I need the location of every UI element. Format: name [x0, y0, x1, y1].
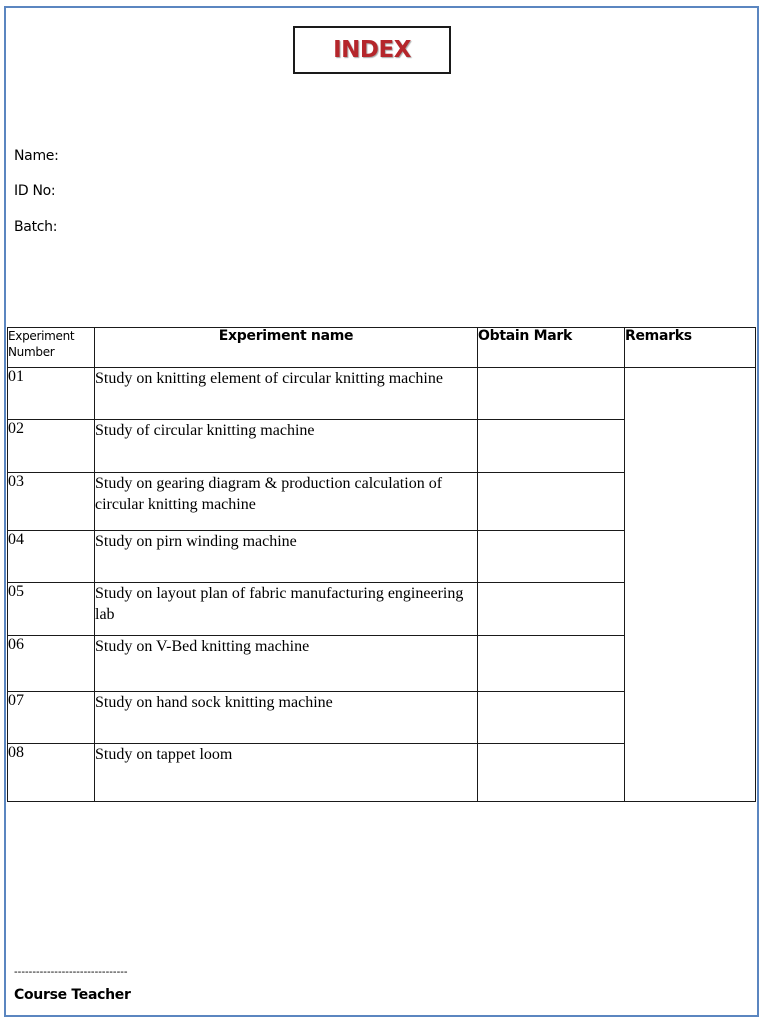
name-label: Name: [14, 148, 59, 164]
experiment-number: 07 [8, 692, 95, 744]
obtain-mark-cell [478, 473, 625, 531]
experiment-name: Study on layout plan of fabric manufacturing engineering lab [95, 583, 478, 636]
experiment-number: 08 [8, 744, 95, 802]
header-experiment-number: Experiment Number [8, 328, 95, 368]
experiment-name: Study of circular knitting machine [95, 420, 478, 473]
experiment-number: 04 [8, 531, 95, 583]
signature-line: ------------------------------- [14, 966, 128, 978]
batch-label: Batch: [14, 219, 58, 235]
obtain-mark-cell [478, 368, 625, 420]
header-remarks: Remarks [625, 328, 756, 368]
experiment-name: Study on pirn winding machine [95, 531, 478, 583]
experiment-name: Study on gearing diagram & production calculation of circular knitting machine [95, 473, 478, 531]
remarks-cell [625, 368, 756, 802]
page-title: INDEX [333, 37, 411, 63]
obtain-mark-cell [478, 636, 625, 692]
obtain-mark-cell [478, 531, 625, 583]
experiment-number: 02 [8, 420, 95, 473]
experiment-name: Study on hand sock knitting machine [95, 692, 478, 744]
id-label: ID No: [14, 183, 56, 199]
experiment-name: Study on tappet loom [95, 744, 478, 802]
experiment-number: 06 [8, 636, 95, 692]
obtain-mark-cell [478, 744, 625, 802]
experiment-name: Study on knitting element of circular knitting machine [95, 368, 478, 420]
obtain-mark-cell [478, 583, 625, 636]
experiment-table [7, 327, 756, 802]
header-obtain-mark: Obtain Mark [478, 328, 625, 368]
course-teacher-label: Course Teacher [14, 987, 131, 1003]
obtain-mark-cell [478, 692, 625, 744]
table-row [8, 368, 756, 420]
experiment-name: Study on V-Bed knitting machine [95, 636, 478, 692]
experiment-number: 05 [8, 583, 95, 636]
header-experiment-name: Experiment name [95, 328, 478, 368]
table-header-row [8, 328, 756, 368]
title-box [293, 26, 451, 74]
obtain-mark-cell [478, 420, 625, 473]
experiment-number: 01 [8, 368, 95, 420]
experiment-number: 03 [8, 473, 95, 531]
